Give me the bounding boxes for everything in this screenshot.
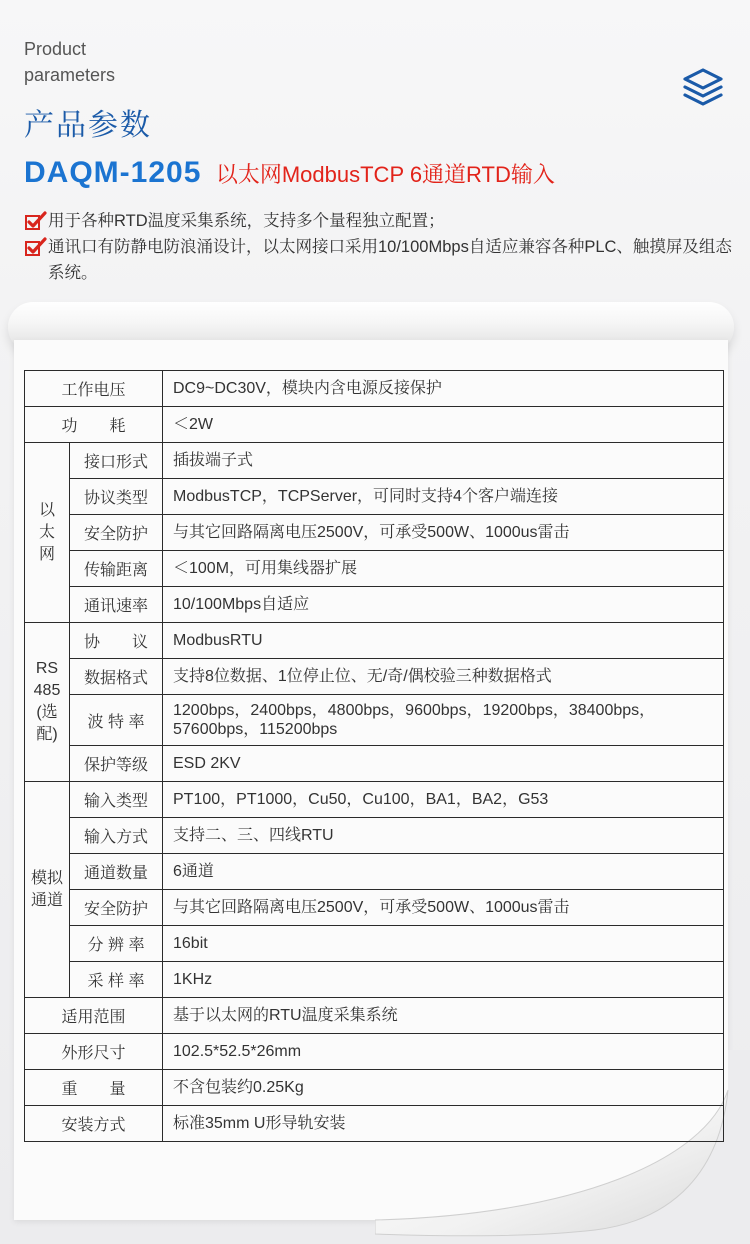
spec-value: 不含包装约0.25Kg <box>163 1070 724 1106</box>
table-row <box>25 407 724 443</box>
spec-value: ModbusTCP，TCPServer，可同时支持4个客户端连接 <box>163 479 724 515</box>
model-code: DAQM-1205 <box>24 156 202 189</box>
feature-item <box>24 208 734 234</box>
english-title-line2: parameters <box>24 65 116 85</box>
spec-label: 波 特 率 <box>70 695 163 746</box>
spec-value: 标准35mm U形导轨安装 <box>163 1106 724 1142</box>
spec-label: 数据格式 <box>70 659 163 695</box>
table-row <box>25 1034 724 1070</box>
spec-label: 传输距离 <box>70 551 163 587</box>
table-row <box>25 746 724 782</box>
layers-icon <box>680 66 726 110</box>
spec-label: 安装方式 <box>25 1106 163 1142</box>
spec-value: ModbusRTU <box>163 623 724 659</box>
table-row <box>25 890 724 926</box>
table-row <box>25 623 724 659</box>
table-row <box>25 926 724 962</box>
spec-value: 基于以太网的RTU温度采集系统 <box>163 998 724 1034</box>
spec-label: 输入类型 <box>70 782 163 818</box>
table-row <box>25 695 724 746</box>
table-row <box>25 818 724 854</box>
spec-label: 通讯速率 <box>70 587 163 623</box>
spec-value: 1200bps，2400bps，4800bps，9600bps，19200bps，38400bps，57600bps，115200bps <box>163 695 724 746</box>
spec-label: 接口形式 <box>70 443 163 479</box>
spec-label: 安全防护 <box>70 890 163 926</box>
spec-value: 102.5*52.5*26mm <box>163 1034 724 1070</box>
spec-value: PT100，PT1000，Cu50，Cu100，BA1，BA2，G53 <box>163 782 724 818</box>
spec-value: ＜100M，可用集线器扩展 <box>163 551 724 587</box>
model-heading <box>24 156 555 190</box>
spec-label: 协 议 <box>70 623 163 659</box>
table-row <box>25 854 724 890</box>
feature-text: 用于各种RTD温度采集系统，支持多个量程独立配置； <box>48 212 445 230</box>
spec-label: 安全防护 <box>70 515 163 551</box>
table-row <box>25 443 724 479</box>
group-label-ethernet <box>25 443 70 623</box>
english-title-line1: Product <box>24 39 87 59</box>
spec-label: 协议类型 <box>70 479 163 515</box>
spec-label: 外形尺寸 <box>25 1034 163 1070</box>
page-title: 产品参数 <box>24 109 152 142</box>
table-row <box>25 551 724 587</box>
checkbox-checked-icon <box>24 210 48 232</box>
english-title <box>24 36 115 88</box>
spec-value: 16bit <box>163 926 724 962</box>
table-row <box>25 587 724 623</box>
table-row <box>25 479 724 515</box>
spec-value: 10/100Mbps自适应 <box>163 587 724 623</box>
checkbox-checked-icon <box>24 236 48 258</box>
group-label-text: 模拟 通道 <box>30 869 63 909</box>
model-description: 以太网ModbusTCP 6通道RTD输入 <box>215 162 555 187</box>
table-row <box>25 659 724 695</box>
feature-text: 通讯口有防静电防浪涌设计，以太网接口采用10/100Mbps自适应兼容各种PLC、触摸屏及组态系统。 <box>48 238 732 282</box>
table-row <box>25 962 724 998</box>
feature-list <box>24 208 734 286</box>
table-row <box>25 1070 724 1106</box>
table-row <box>25 998 724 1034</box>
spec-value: ＜2W <box>163 407 724 443</box>
spec-label: 适用范围 <box>25 998 163 1034</box>
spec-value: 1KHz <box>163 962 724 998</box>
group-label-rs485 <box>25 623 70 782</box>
spec-label: 功 耗 <box>25 407 163 443</box>
spec-value: 与其它回路隔离电压2500V，可承受500W、1000us雷击 <box>163 890 724 926</box>
table-row <box>25 782 724 818</box>
spec-label: 采 样 率 <box>70 962 163 998</box>
spec-value: ESD 2KV <box>163 746 724 782</box>
group-label-text: RS 485 (选配) <box>33 660 61 743</box>
group-label-text: 以 太 网 <box>38 501 55 563</box>
spec-label: 通道数量 <box>70 854 163 890</box>
spec-label: 分 辨 率 <box>70 926 163 962</box>
spec-value: 支持8位数据、1位停止位、无/奇/偶校验三种数据格式 <box>163 659 724 695</box>
spec-value: 插拔端子式 <box>163 443 724 479</box>
feature-item <box>24 234 734 286</box>
spec-value: 支持二、三、四线RTU <box>163 818 724 854</box>
table-row <box>25 515 724 551</box>
spec-label: 工作电压 <box>25 371 163 407</box>
spec-value: 6通道 <box>163 854 724 890</box>
table-row <box>25 371 724 407</box>
spec-value: DC9~DC30V，模块内含电源反接保护 <box>163 371 724 407</box>
spec-label: 重 量 <box>25 1070 163 1106</box>
table-row <box>25 1106 724 1142</box>
spec-table <box>24 370 724 1142</box>
spec-label: 输入方式 <box>70 818 163 854</box>
spec-value: 与其它回路隔离电压2500V，可承受500W、1000us雷击 <box>163 515 724 551</box>
spec-label: 保护等级 <box>70 746 163 782</box>
group-label-analog <box>25 782 70 998</box>
